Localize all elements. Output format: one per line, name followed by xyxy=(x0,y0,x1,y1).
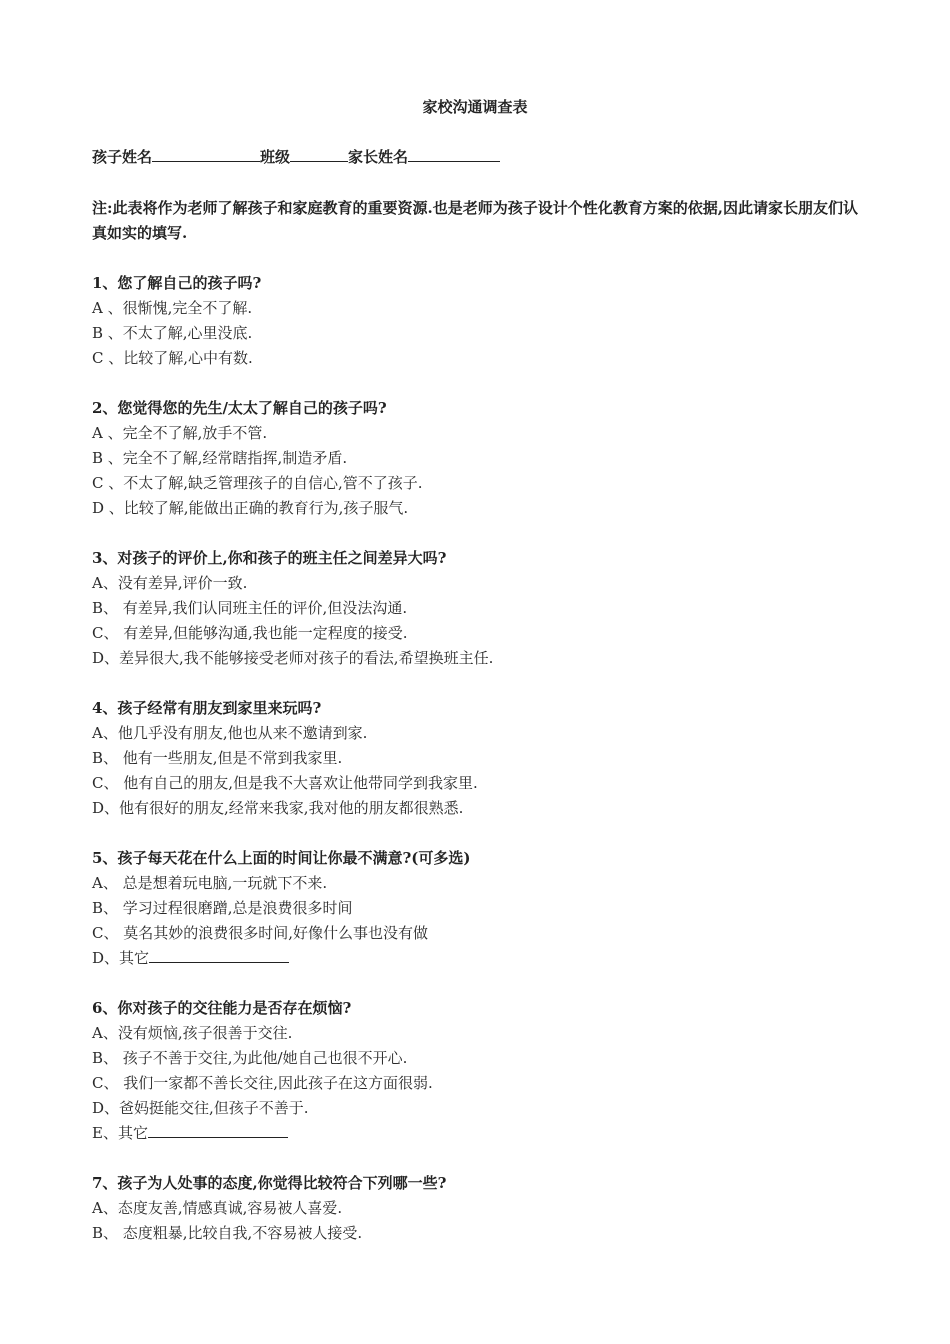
fill-in-blank xyxy=(148,1122,288,1138)
question-option xyxy=(92,446,872,471)
option-text: B、 孩子不善于交往,为此他/她自己也很不开心. xyxy=(92,1049,408,1067)
fill-in-blank xyxy=(149,947,289,963)
question-option xyxy=(92,596,872,621)
question-block xyxy=(92,1171,872,1246)
question-option xyxy=(92,921,872,946)
option-text: A、 总是想着玩电脑,一玩就下不来. xyxy=(92,874,328,892)
question-option xyxy=(92,771,872,796)
question-option xyxy=(92,946,872,971)
question-title: 4、孩子经常有朋友到家里来玩吗? xyxy=(92,699,322,717)
document-title: 家校沟通调查表 xyxy=(422,98,528,116)
question-option xyxy=(92,896,872,921)
question-title: 5、孩子每天花在什么上面的时间让你最不满意?(可多选) xyxy=(92,849,471,867)
question-option xyxy=(92,346,872,371)
option-text: C、 莫名其妙的浪费很多时间,好像什么事也没有做 xyxy=(92,924,429,942)
question-option xyxy=(92,871,872,896)
child-name-label: 孩子姓名 xyxy=(92,148,153,166)
option-text: A 、完全不了解,放手不管. xyxy=(92,424,268,442)
question-title: 2、您觉得您的先生/太太了解自己的孩子吗? xyxy=(92,399,387,417)
question-title: 7、孩子为人处事的态度,你觉得比较符合下列哪一些? xyxy=(92,1174,447,1192)
class-blank xyxy=(290,147,348,162)
question-title: 6、你对孩子的交往能力是否存在烦恼? xyxy=(92,999,352,1017)
option-text: D、他有很好的朋友,经常来我家,我对他的朋友都很熟悉. xyxy=(92,799,464,817)
option-text: A、他几乎没有朋友,他也从来不邀请到家. xyxy=(92,724,368,742)
question-title: 1、您了解自己的孩子吗? xyxy=(92,274,262,292)
option-text: D、爸妈挺能交往,但孩子不善于. xyxy=(92,1099,309,1117)
option-text: C 、比较了解,心中有数. xyxy=(92,349,253,367)
question-title: 3、对孩子的评价上,你和孩子的班主任之间差异大吗? xyxy=(92,549,447,567)
option-text: C、 有差异,但能够沟通,我也能一定程度的接受. xyxy=(92,624,408,642)
question-option xyxy=(92,621,872,646)
option-text: A、没有差异,评价一致. xyxy=(92,574,248,592)
class-label: 班级 xyxy=(260,148,291,166)
option-text: B、 有差异,我们认同班主任的评价,但没法沟通. xyxy=(92,599,408,617)
option-text: B、 学习过程很磨蹭,总是浪费很多时间 xyxy=(92,899,353,917)
option-text: D、差异很大,我不能够接受老师对孩子的看法,希望换班主任. xyxy=(92,649,494,667)
question-option xyxy=(92,471,872,496)
question-block xyxy=(92,396,872,521)
question-option xyxy=(92,721,872,746)
question-option xyxy=(92,1121,872,1146)
option-text: E、其它 xyxy=(92,1124,148,1142)
option-text: D 、比较了解,能做出正确的教育行为,孩子服气. xyxy=(92,499,409,517)
question-option xyxy=(92,1071,872,1096)
option-text: D、其它 xyxy=(92,949,150,967)
option-text: C、 他有自己的朋友,但是我不大喜欢让他带同学到我家里. xyxy=(92,774,478,792)
questions-list xyxy=(92,271,872,1271)
question-option xyxy=(92,1196,872,1221)
question-option xyxy=(92,496,872,521)
option-text: A 、很惭愧,完全不了解. xyxy=(92,299,253,317)
question-option xyxy=(92,1221,872,1246)
question-block xyxy=(92,271,872,371)
child-name-blank xyxy=(152,147,260,162)
question-block xyxy=(92,696,872,821)
question-option xyxy=(92,746,872,771)
question-option xyxy=(92,421,872,446)
option-text: B、 态度粗暴,比较自我,不容易被人接受. xyxy=(92,1224,363,1242)
option-text: A、没有烦恼,孩子很善于交往. xyxy=(92,1024,293,1042)
option-text: B 、不太了解,心里没底. xyxy=(92,324,253,342)
question-option xyxy=(92,646,872,671)
question-option xyxy=(92,1021,872,1046)
question-block xyxy=(92,546,872,671)
option-text: B、 他有一些朋友,但是不常到我家里. xyxy=(92,749,343,767)
question-option xyxy=(92,1046,872,1071)
note-paragraph: 注:此表将作为老师了解孩子和家庭教育的重要资源.也是老师为孩子设计个性化教育方案的依据,因此请家长朋友们认真如实的填写. xyxy=(92,199,858,242)
info-line xyxy=(92,146,500,167)
question-block xyxy=(92,996,872,1146)
option-text: C 、不太了解,缺乏管理孩子的自信心,管不了孩子. xyxy=(92,474,423,492)
question-block xyxy=(92,846,872,971)
option-text: B 、完全不了解,经常瞎指挥,制造矛盾. xyxy=(92,449,348,467)
question-option xyxy=(92,571,872,596)
question-option xyxy=(92,796,872,821)
parent-name-blank xyxy=(408,147,500,162)
option-text: C、 我们一家都不善长交往,因此孩子在这方面很弱. xyxy=(92,1074,433,1092)
question-option xyxy=(92,321,872,346)
question-option xyxy=(92,296,872,321)
option-text: A、态度友善,情感真诚,容易被人喜爱. xyxy=(92,1199,343,1217)
question-option xyxy=(92,1096,872,1121)
parent-name-label: 家长姓名 xyxy=(348,148,409,166)
